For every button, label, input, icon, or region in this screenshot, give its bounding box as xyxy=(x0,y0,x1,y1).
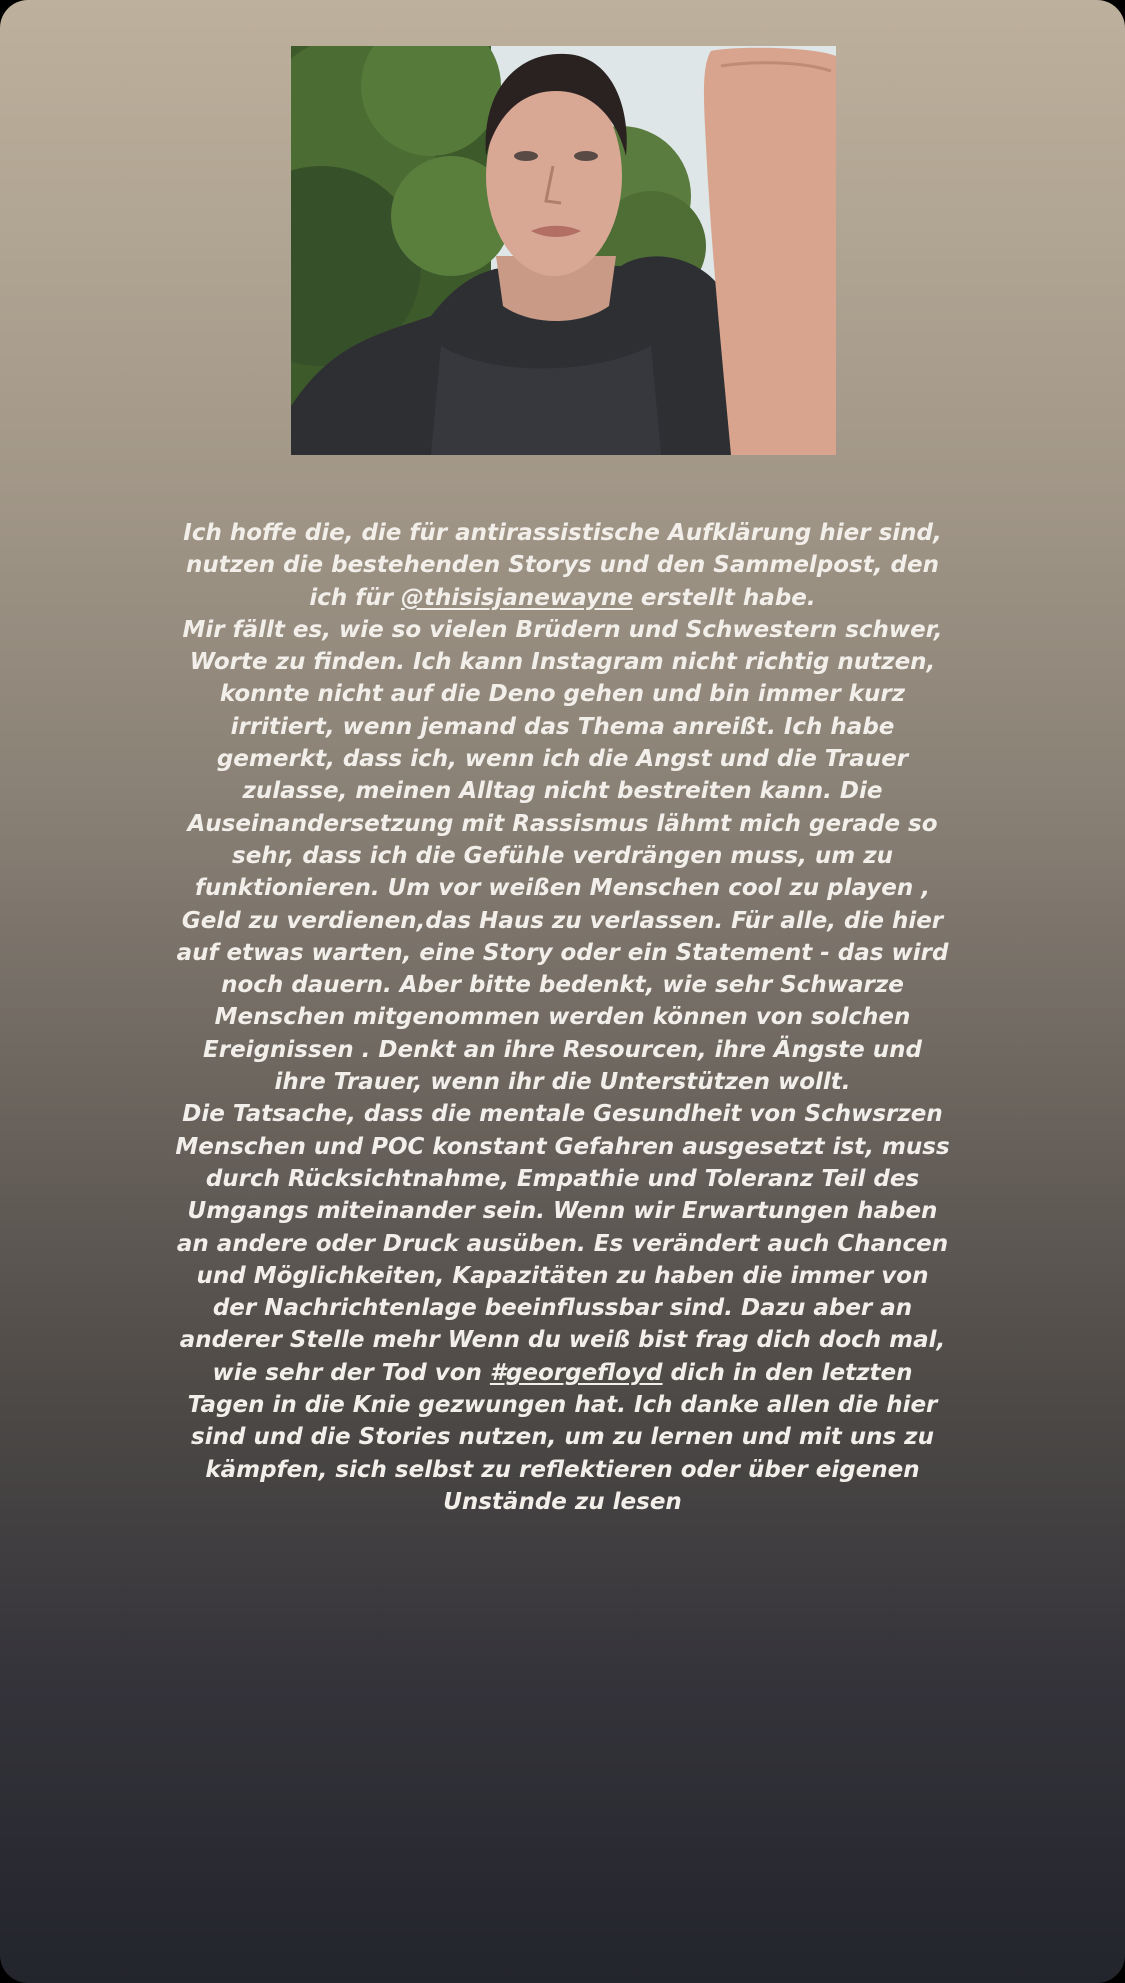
mention-link[interactable]: @thisisjanewayne xyxy=(401,584,633,611)
paragraph-5: Ich danke allen die hier sind und die Stories nutzen, um zu lernen und mit uns zu kämpfen, sich selbst zu reflektieren oder über eigenen Unstände zu lesen xyxy=(191,1392,938,1515)
paragraph-4: Wenn du weiß bist frag dich doch mal, wie sehr der Tod von #georgefloyd dich in den letzten Tagen in die Knie gezwungen hat. xyxy=(187,1327,946,1419)
selfie-photo xyxy=(291,46,836,455)
paragraph-1: Ich hoffe die, die für antirassistische Aufklärung hier sind, nutzen die bestehenden Storys und den Sammelpost, den ich für @thisisjanewayne erstellt habe. xyxy=(183,520,942,611)
paragraph-3: Die Tatsache, dass die mentale Gesundheit von Schwsrzen Menschen und POC konstant Gefahren ausgesetzt ist, muss durch Rücksichtnahme, Empathie und Toleranz Teil des Umgangs miteinander sein. Wenn wir Erwartungen haben an andere oder Druck ausüben. Es verändert auch Chancen und Möglichkeiten, Kapazitäten zu haben die immer von der Nachrichtenlage beeinflussbar sind. Dazu aber an anderer Stelle mehr xyxy=(175,1101,950,1354)
hashtag-link[interactable]: #georgefloyd xyxy=(489,1359,663,1386)
story-caption xyxy=(175,517,950,1518)
paragraph-2: Mir fällt es, wie so vielen Brüdern und Schwestern schwer, Worte zu finden. Ich kann Instagram nicht richtig nutzen, konnte nicht auf die Deno gehen und bin immer kurz irritiert, wenn jemand das Thema anreißt. Ich habe gemerkt, dass ich, wenn ich die Angst und die Trauer zulasse, meinen Alltag nicht bestreiten kann. Die Auseinandersetzung mit Rassismus lähmt mich gerade so sehr, dass ich die Gefühle verdrängen muss, um zu funktionieren. Um vor weißen Menschen cool zu playen , Geld zu verdienen,das Haus zu verlassen. Für alle, die hier auf etwas warten, eine Story oder ein Statement - das wird noch dauern. Aber bitte bedenkt, wie sehr Schwarze Menschen mitgenommen werden können von solchen Ereignissen . Denkt an ihre Resourcen, ihre Ängste und ihre Trauer, wenn ihr die Unterstützen wollt. xyxy=(176,616,949,1096)
